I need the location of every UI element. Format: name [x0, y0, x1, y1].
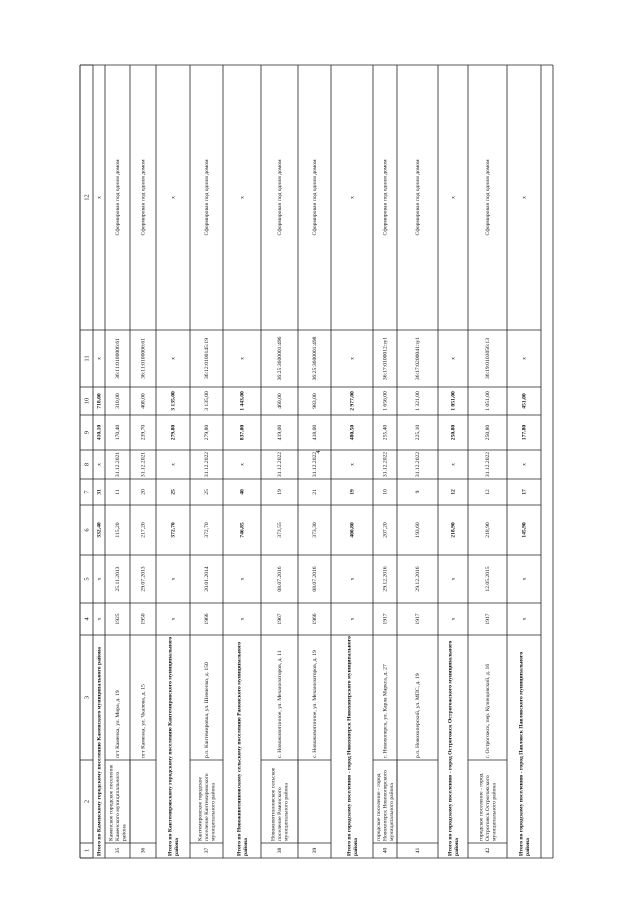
cell-col-12: Сформирован под одним домом: [277, 159, 284, 236]
page-number: 4: [315, 450, 322, 454]
cell-col-9: 250,80: [450, 424, 457, 441]
column-header-10: 10: [83, 397, 91, 405]
cell-col-2: городское поселение - городОстрогожск Острогожскогомуниципального района: [478, 773, 498, 841]
cell-col-1: 42: [485, 847, 492, 854]
cell-col-7: 21: [312, 489, 319, 495]
cell-col-7: 31: [96, 489, 103, 495]
cell-col-4: 1950: [140, 613, 147, 625]
cell-col-4: x: [239, 617, 246, 621]
cell-col-7: 9: [415, 490, 422, 494]
subtotal-label: Итого по городскому поселению - город Острогожск Острогожского муниципальногорайона: [447, 640, 460, 856]
cell-col-9: 225,10: [415, 424, 422, 441]
cell-col-5: 29.12.2016: [382, 566, 389, 592]
cell-col-8: 31.12.2022: [415, 451, 422, 478]
table-row: [198, 159, 217, 853]
table-row: [271, 159, 290, 853]
cell-col-3: р.п. Кантемировка, ул. Шевченко, д. 150: [204, 662, 211, 758]
cell-col-4: x: [349, 617, 356, 621]
column-header-9: 9: [83, 430, 91, 435]
cell-col-4: x: [521, 617, 528, 621]
subtotal-row: [518, 196, 530, 856]
subtotal-row: [447, 196, 459, 856]
cell-col-6: 218,90: [485, 522, 492, 538]
cell-col-4: 1966: [312, 613, 319, 625]
cell-col-8: 31.12.2022: [485, 451, 492, 478]
cell-col-9: 279,80: [204, 424, 211, 441]
cell-col-11: x: [170, 357, 177, 360]
subtotal-label: Итого по городскому поселению - город Новохоперск Новохоперского муниципальногорайона: [346, 636, 359, 856]
cell-col-4: x: [170, 617, 177, 621]
column-header-4: 4: [83, 617, 91, 621]
cell-col-11: 36:25:3600001:498: [312, 336, 319, 381]
cell-col-5: x: [450, 577, 457, 581]
cell-col-11: x: [96, 357, 103, 360]
cell-col-6: 218,90: [450, 522, 457, 538]
cell-col-4: 1966: [204, 613, 211, 625]
cell-col-2: Каменское городское поселениеКаменского муниципальногорайона: [108, 764, 128, 841]
cell-col-12: Сформирован под одним домом: [382, 159, 389, 236]
table-row: [376, 159, 395, 853]
cell-col-3: пгт Каменка, ул. Чкалова, д. 15: [140, 684, 147, 758]
cell-col-4: 1967: [277, 613, 284, 625]
cell-col-1: 40: [382, 847, 389, 854]
cell-col-9: 480,50: [349, 424, 356, 441]
cell-col-7: 12: [450, 489, 457, 495]
cell-col-5: x: [96, 577, 103, 581]
cell-col-4: 1917: [382, 613, 389, 625]
cell-col-3: г. Острогожск, пер. Кузнецовский, д. 16: [485, 663, 492, 758]
cell-col-1: 37: [204, 847, 211, 854]
cell-col-5: 25.11.2013: [115, 566, 122, 592]
cell-col-11: 36:17:0100012:зу1: [382, 336, 389, 381]
cell-col-12: x: [521, 196, 528, 199]
cell-col-7: 17: [521, 489, 528, 495]
column-header-7: 7: [83, 490, 91, 494]
cell-col-4: 1917: [415, 613, 422, 625]
cell-col-8: x: [521, 463, 528, 466]
cell-col-10: 1 051,00: [485, 391, 492, 411]
cell-col-11: 36:25:3600001:496: [277, 336, 284, 381]
subtotal-row: [167, 196, 179, 856]
cell-col-5: x: [521, 577, 528, 581]
cell-col-6: 400,80: [349, 522, 356, 538]
cell-col-8: 31.12.2021: [140, 451, 147, 478]
cell-col-4: 1917: [485, 613, 492, 625]
cell-col-5: x: [239, 577, 246, 581]
cell-col-9: 170,40: [115, 424, 122, 441]
subtotal-row: [96, 196, 103, 856]
cell-col-11: x: [521, 357, 528, 360]
cell-col-10: 451,00: [521, 393, 528, 409]
cell-col-11: x: [349, 357, 356, 360]
cell-col-7: 10: [382, 489, 389, 495]
table-row: [311, 159, 318, 853]
cell-col-9: 410,10: [96, 424, 103, 441]
cell-col-9: 419,00: [277, 424, 284, 441]
cell-col-9: 239,70: [140, 424, 147, 441]
column-header-1: 1: [83, 848, 91, 853]
cell-col-6: 373,30: [312, 522, 319, 538]
cell-col-6: 372,70: [170, 522, 177, 538]
register-table: [80, 65, 553, 858]
cell-col-1: 35: [115, 847, 122, 854]
table-row: [414, 159, 421, 853]
cell-col-1: 36: [140, 847, 147, 854]
column-header-2: 2: [83, 799, 91, 804]
cell-col-7: 19: [349, 489, 356, 495]
cell-col-10: 1 321,00: [415, 391, 422, 411]
table-row: [140, 159, 147, 853]
cell-col-8: 31.12.2022: [204, 451, 211, 478]
cell-col-6: 332,40: [96, 522, 103, 538]
subtotal-label: Итого по городскому поселению - город Павловск Павловского муниципальногорайона: [518, 651, 531, 856]
cell-col-1: 38: [277, 847, 284, 854]
cell-col-10: 983,00: [312, 393, 319, 409]
column-header-11: 11: [83, 355, 91, 362]
subtotal-label: Итого по Каменскому городскому поселению Каменского муниципального района: [96, 647, 103, 856]
cell-col-10: 1 656,00: [382, 391, 389, 411]
cell-col-12: x: [450, 196, 457, 199]
cell-col-10: 718,00: [96, 393, 103, 409]
cell-col-4: x: [96, 617, 103, 621]
cell-col-1: 39: [312, 847, 319, 854]
column-header-5: 5: [83, 577, 91, 581]
cell-col-12: Сформирован под одним домом: [415, 159, 422, 236]
table-row: [109, 159, 128, 853]
cell-col-12: Сформирован под одним домом: [204, 159, 211, 236]
cell-col-11: x: [450, 357, 457, 360]
cell-col-12: x: [170, 196, 177, 199]
cell-col-12: Сформирован под одним домом: [485, 159, 492, 236]
cell-col-12: Сформирован под одним домом: [115, 159, 122, 236]
cell-col-3: с. Новоживотинное, ул. Механизаторов, д. 11: [277, 650, 284, 758]
cell-col-4: x: [450, 617, 457, 621]
cell-col-6: 145,90: [521, 522, 528, 538]
cell-col-11: 36:12:0100145:19: [204, 337, 211, 380]
cell-col-5: 20.01.2014: [204, 566, 211, 592]
cell-col-3: р.п. Новохоперский, ул. МПС, д. 19: [415, 673, 422, 758]
cell-col-7: 25: [204, 489, 211, 495]
cell-col-7: 25: [170, 489, 177, 495]
cell-col-10: 1 443,00: [239, 391, 246, 411]
cell-col-11: x: [239, 357, 246, 360]
cell-col-9: 418,00: [312, 424, 319, 441]
cell-col-6: 193,60: [415, 522, 422, 538]
subtotal-label: Итого по Новоживотинновскому сельскому поселению Рамонского муниципальногорайона: [236, 641, 249, 856]
table-row: [479, 159, 498, 853]
subtotal-row: [236, 196, 248, 856]
cell-col-9: 177,80: [521, 424, 528, 441]
cell-col-5: 29.07.2013: [140, 566, 147, 592]
cell-col-8: x: [239, 463, 246, 466]
cell-col-12: x: [349, 196, 356, 199]
cell-col-12: Сформирован под одним домом: [312, 159, 319, 236]
cell-col-12: x: [239, 196, 246, 199]
cell-col-10: 1 051,00: [450, 391, 457, 411]
column-header-8: 8: [83, 462, 91, 467]
cell-col-6: 207,20: [382, 522, 389, 538]
cell-col-3: пгт Каменка, ул. Мира, д. 19: [115, 690, 122, 758]
cell-col-10: 460,00: [277, 393, 284, 409]
cell-col-8: x: [450, 463, 457, 466]
cell-col-6: 373,55: [277, 522, 284, 538]
cell-col-8: x: [170, 463, 177, 466]
cell-col-10: 3 135,00: [204, 391, 211, 411]
cell-col-2: Кантемировское городскоепоселение Кантемировскогомуниципального района: [197, 773, 217, 841]
cell-col-8: x: [96, 463, 103, 466]
cell-col-5: 08.07.2016: [277, 566, 284, 592]
cell-col-5: 12.05.2015: [485, 566, 492, 592]
subtotal-label: Итого по Кантемировскому городскому поселению Кантемировского муниципальногорайона: [167, 636, 180, 856]
cell-col-5: x: [170, 577, 177, 581]
cell-col-3: г. Новохоперск, ул. Карла Маркса, д. 27: [382, 664, 389, 758]
cell-col-10: 3 135,00: [170, 391, 177, 411]
cell-col-8: x: [349, 463, 356, 466]
cell-col-7: 19: [277, 489, 284, 495]
cell-col-8: 31.12.2021: [115, 451, 122, 478]
cell-col-1: 41: [415, 847, 422, 854]
cell-col-6: 746,85: [239, 522, 246, 538]
cell-col-9: 279,80: [170, 424, 177, 441]
cell-col-10: 408,00: [140, 393, 147, 409]
cell-col-8: 31.12.2022: [277, 451, 284, 478]
cell-col-9: 250,80: [485, 424, 492, 441]
cell-col-10: 310,00: [115, 393, 122, 409]
cell-col-6: 372,70: [204, 522, 211, 538]
cell-col-7: 40: [239, 489, 246, 495]
cell-col-12: x: [96, 196, 103, 199]
cell-col-3: с. Новоживотинное, ул. Механизаторов, д. 19: [312, 650, 319, 758]
cell-col-7: 11: [115, 489, 122, 495]
cell-col-11: 36:17:0200041:зу1: [415, 336, 422, 381]
cell-col-11: 36:11:0100006:61: [140, 338, 147, 379]
cell-col-12: Сформирован под одним домом: [140, 159, 147, 236]
cell-col-2: Новоживотинновское сельскоепоселение Рамонскогомуниципального района: [270, 767, 290, 841]
cell-col-6: 217,20: [140, 522, 147, 538]
column-header-12: 12: [83, 194, 91, 201]
cell-col-4: 1925: [115, 613, 122, 625]
cell-col-7: 20: [140, 489, 147, 495]
cell-col-7: 12: [485, 489, 492, 495]
cell-col-9: 255,40: [382, 424, 389, 441]
cell-col-8: 31.12.2022: [312, 451, 319, 478]
cell-col-9: 837,00: [239, 424, 246, 441]
cell-col-5: 08.07.2016: [312, 566, 319, 592]
cell-col-11: 36:11:0100006:61: [115, 338, 122, 379]
subtotal-row: [346, 196, 358, 856]
cell-col-5: 29.12.2016: [415, 566, 422, 592]
cell-col-10: 2 977,00: [349, 391, 356, 411]
column-header-6: 6: [83, 528, 91, 532]
column-header-3: 3: [83, 695, 91, 700]
cell-col-2: городское поселение - городНовохоперск Новохоперскогомуниципального района: [376, 770, 395, 841]
cell-col-5: x: [349, 577, 356, 581]
cell-col-6: 115,20: [115, 522, 122, 538]
cell-col-11: 36:19:0103056:13: [485, 337, 492, 380]
cell-col-8: 31.12.2022: [382, 451, 389, 478]
